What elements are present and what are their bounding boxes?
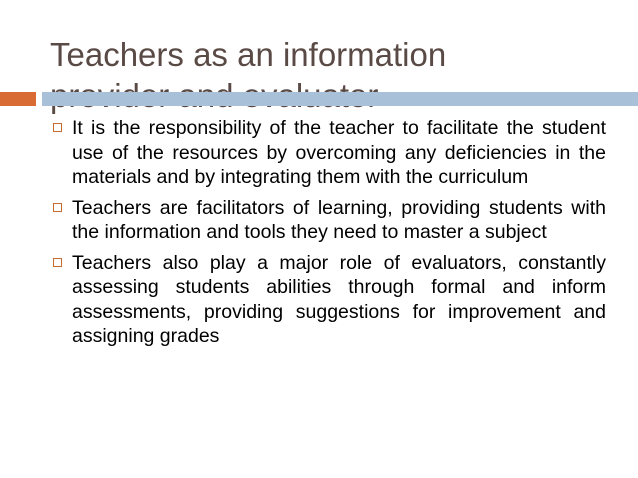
bullet-item — [50, 196, 606, 245]
square-bullet-icon — [53, 258, 62, 267]
bullet-item — [50, 116, 606, 190]
bullet-item — [50, 251, 606, 349]
bullet-text: It is the responsibility of the teacher to facilitate the student use of the resources by overcoming any deficiencies in the materials and by integrating them with the curriculum — [72, 117, 606, 188]
bullet-list — [50, 116, 606, 355]
bullet-text: Teachers also play a major role of evaluators, constantly assessing students abilities through formal and inform assessments, providing suggestions for improvement and assigning grades — [72, 251, 606, 347]
bullet-text: Teachers are facilitators of learning, providing students with the information and tools they need to master a subject — [72, 196, 606, 243]
accent-bar-blue — [42, 92, 638, 106]
accent-bar-orange — [0, 92, 36, 106]
square-bullet-icon — [53, 203, 62, 212]
slide-title-line-1: Teachers as an information — [50, 36, 447, 74]
square-bullet-icon — [53, 123, 62, 132]
